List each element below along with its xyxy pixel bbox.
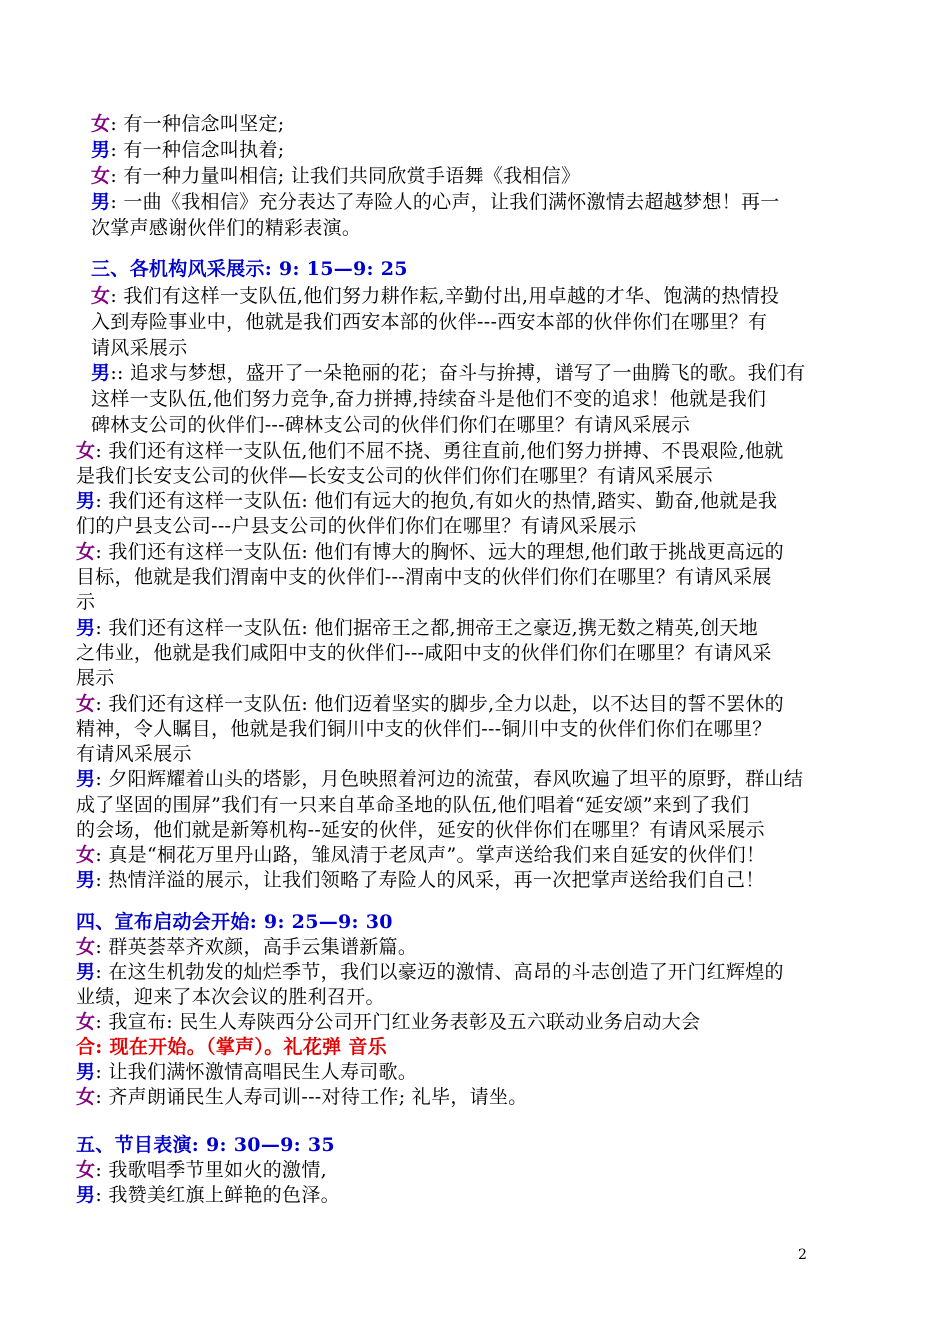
script-line [76,766,803,792]
speaker-label: 男 [76,961,96,983]
script-line [91,412,690,438]
script-line [76,615,758,641]
chorus-line [76,1034,387,1060]
speaker-label: 女 [76,440,96,462]
script-line [76,438,784,464]
line-text: : 我歌唱季节里如火的激情, [95,1159,327,1181]
script-line [76,716,772,742]
section-heading [91,256,408,282]
script-line [76,959,784,985]
line-text: 有请风采展示 [76,743,192,765]
speaker-label: 女 [76,1011,96,1033]
line-text: : 我们还有这样一支队伍: 他们迈着坚实的脚步,全力以赴，以不达目的誓不罢休的 [95,693,784,715]
section-heading-text: 五、节目表演: 9: 30—9: 35 [76,1134,335,1156]
script-line [76,1084,528,1110]
line-text: 是我们长安支公司的伙伴—长安支公司的伙伴们你们在哪里？有请风采展示 [76,465,713,487]
script-line [76,463,713,489]
line-text: :: 追求与梦想，盛开了一朵艳丽的花；奋斗与拚搏，谱写了一曲腾飞的歌。我们有 [110,362,806,384]
line-text: : 有一种信念叫执着; [110,139,285,161]
line-text: 业绩，迎来了本次会议的胜利召开。 [76,986,385,1008]
line-text: : 我们还有这样一支队伍: 他们据帝王之都,拥帝王之豪迈,携无数之精英,创天地 [95,617,759,639]
line-text: 展示 [76,667,115,689]
line-text: 的会场，他们就是新筹机构--延安的伙伴，延安的伙伴你们在哪里？有请风采展示 [76,819,765,841]
script-line [76,867,765,893]
speaker-label: 女 [91,285,111,307]
speaker-label: 男 [91,362,111,384]
speaker-label: 男 [76,1184,96,1206]
script-line [91,189,780,215]
line-text: : 我们还有这样一支队伍,他们不屈不挠、勇往直前,他们努力拼搏、不畏艰险,他就 [95,440,784,462]
script-line [76,640,772,666]
line-text: 之伟业，他就是我们咸阳中支的伙伴们---咸阳中支的伙伴们你们在哪里？有请风采 [76,642,772,664]
line-text: : 一曲《我相信》充分表达了寿险人的心声，让我们满怀激情去超越梦想！再一 [110,191,780,213]
script-line [76,934,417,960]
speaker-label: 女 [91,113,111,135]
chorus-text: 合: 现在开始。（掌声）。礼花弹 音乐 [76,1036,387,1058]
line-text: : 我们还有这样一支队伍: 他们有博大的胸怀、远大的理想,他们敢于挑战更高远的 [95,541,784,563]
speaker-label: 女 [76,1159,96,1181]
script-line [91,309,767,335]
script-line [91,137,284,163]
script-line [91,283,779,309]
section-heading-text: 四、宣布启动会开始: 9: 25—9: 30 [76,911,393,933]
script-line [76,792,749,818]
script-line [76,488,777,514]
line-text: 碑林支公司的伙伴们---碑林支公司的伙伴们你们在哪里？有请风采展示 [91,414,691,436]
script-line [76,589,95,615]
section-heading [76,909,393,935]
line-text: 次掌声感谢伙伴们的精彩表演。 [91,217,362,239]
script-line [76,539,784,565]
line-text: 成了坚固的围屏”我们有一只来自革命圣地的队伍,他们唱着“延安颂”来到了我们 [76,794,750,816]
line-text: : 夕阳辉耀着山头的塔影，月色映照着河边的流萤，春风吹遍了坦平的原野，群山结 [95,768,804,790]
speaker-label: 女 [76,693,96,715]
line-text: 请风采展示 [91,337,188,359]
script-line [76,691,784,717]
script-line [76,842,765,868]
line-text: : 真是“桐花万里丹山路，雏凤清于老凤声”。掌声送给我们来自延安的伙伴们！ [95,844,766,866]
page-number: 2 [798,1247,807,1263]
line-text: : 让我们满怀激情高唱民生人寿司歌。 [95,1061,418,1083]
line-text: : 我赞美红旗上鲜艳的色泽。 [95,1184,340,1206]
speaker-label: 男 [76,768,96,790]
script-line [76,741,192,767]
line-text: 示 [76,591,96,613]
script-line [76,513,637,539]
speaker-label: 女 [76,541,96,563]
script-line [91,386,766,412]
line-text: : 有一种信念叫坚定; [110,113,285,135]
speaker-label: 女 [91,165,111,187]
speaker-label: 女 [76,844,96,866]
speaker-label: 男 [91,191,111,213]
script-line [76,665,115,691]
script-line [91,215,361,241]
speaker-label: 男 [76,490,96,512]
line-text: : 我们还有这样一支队伍: 他们有远大的抱负,有如火的热情,踏实、勤奋,他就是我 [95,490,778,512]
script-line [76,1157,327,1183]
section-heading [76,1132,335,1158]
script-line [91,163,580,189]
line-text: 们的户县支公司---户县支公司的伙伴们你们在哪里？有请风采展示 [76,515,637,537]
speaker-label: 男 [76,617,96,639]
script-line [76,984,385,1010]
speaker-label: 男 [76,1061,96,1083]
script-line [91,360,806,386]
script-line [76,564,772,590]
line-text: 目标，他就是我们渭南中支的伙伴们---渭南中支的伙伴们你们在哪里？有请风采展 [76,566,772,588]
line-text: : 群英荟萃齐欢颜，高手云集谱新篇。 [95,936,418,958]
script-line [91,335,188,361]
speaker-label: 男 [76,869,96,891]
speaker-label: 女 [76,1086,96,1108]
script-line [76,817,765,843]
line-text: : 在这生机勃发的灿烂季节，我们以豪迈的激情、高昂的斗志创造了开门红辉煌的 [95,961,784,983]
line-text: : 我宣布: 民生人寿陕西分公司开门红业务表彰及五六联动业务启动大会 [95,1011,701,1033]
section-heading-text: 三、各机构风采展示: 9: 15—9: 25 [91,258,408,280]
line-text: : 有一种力量叫相信; 让我们共同欣赏手语舞《我相信》 [110,165,581,187]
line-text: 精神，令人瞩目，他就是我们铜川中支的伙伴们---铜川中支的伙伴们你们在哪里？ [76,718,772,740]
script-line [76,1009,700,1035]
line-text: : 我们有这样一支队伍,他们努力耕作耘,辛勤付出,用卓越的才华、饱满的热情投 [110,285,780,307]
speaker-label: 男 [91,139,111,161]
script-line [76,1059,417,1085]
line-text: 入到寿险事业中，他就是我们西安本部的伙伴---西安本部的伙伴你们在哪里？有 [91,311,768,333]
line-text: : 齐声朗诵民生人寿司训---对待工作; 礼毕，请坐。 [95,1086,528,1108]
line-text: 这样一支队伍,他们努力竞争,奋力拼搏,持续奋斗是他们不变的追求！他就是我们 [91,388,767,410]
line-text: : 热情洋溢的展示，让我们领略了寿险人的风采，再一次把掌声送给我们自己！ [95,869,765,891]
script-line [91,111,284,137]
script-line [76,1182,340,1208]
speaker-label: 女 [76,936,96,958]
